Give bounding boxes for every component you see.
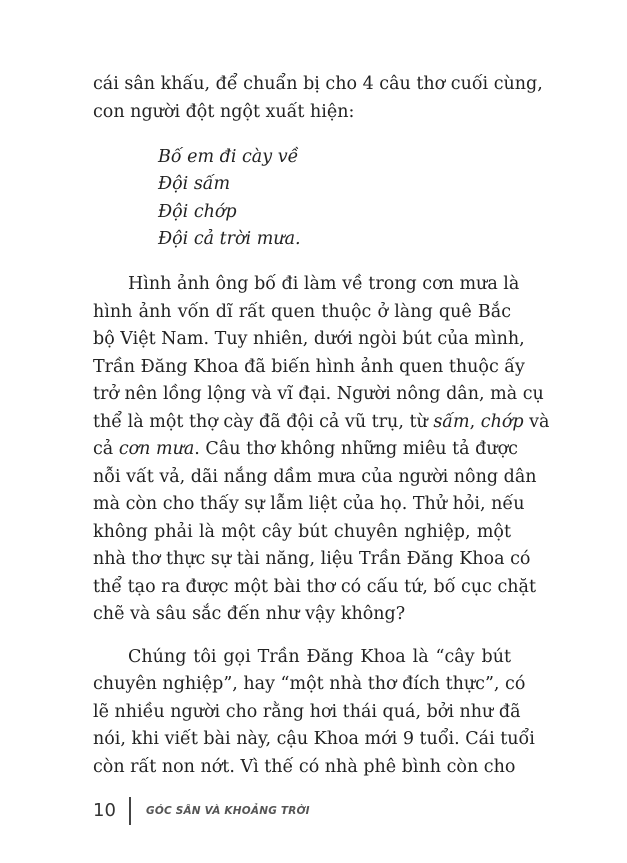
intro-line-1: cái sân khấu, để chuẩn bị cho 4 câu thơ cuối cùng, [93, 74, 543, 94]
poem-line-4: Đội cả trời mưa. [158, 229, 301, 249]
para2-line-7-a: cả [93, 439, 119, 459]
para2-line-6-e: và [523, 412, 550, 432]
para2-line-5: trở nên lồng lộng và vĩ đại. Người nông dân, mà cụ [93, 384, 544, 404]
para2-line-4: Trần Đăng Khoa đã biến hình ảnh quen thuộc ấy [93, 357, 525, 377]
para3-line-4: nói, khi viết bài này, cậu Khoa mới 9 tuổi. Cái tuổi [93, 729, 535, 749]
para2-line-2: hình ảnh vốn dĩ rất quen thuộc ở làng quê Bắc [93, 302, 511, 322]
page-number: 10 [93, 800, 116, 821]
para2-line-6-d: chớp [480, 412, 524, 432]
intro-line-2: con người đột ngột xuất hiện: [93, 102, 355, 122]
poem-line-2: Đội sấm [158, 174, 231, 194]
para2-line-6 [93, 411, 550, 433]
book-title: GÓC SÂN VÀ KHOẢNG TRỜI [146, 805, 310, 817]
footer-divider [129, 797, 131, 825]
para2-line-1: Hình ảnh ông bố đi làm về trong cơn mưa là [128, 274, 520, 294]
para3-line-1: Chúng tôi gọi Trần Đăng Khoa là “cây bút [128, 647, 511, 667]
para3-line-2: chuyên nghiệp”, hay “một nhà thơ đích thực”, có [93, 674, 526, 694]
para2-line-13: chẽ và sâu sắc đến như vậy không? [93, 604, 406, 624]
para2-line-6-a: thể là một thợ cày đã đội cả vũ trụ, từ [93, 412, 434, 432]
para2-line-12: thể tạo ra được một bài thơ có cấu tứ, bố cục chặt [93, 577, 536, 597]
para2-line-11: nhà thơ thực sự tài năng, liệu Trần Đăng Khoa có [93, 549, 531, 569]
para3-line-5: còn rất non nớt. Vì thế có nhà phê bình còn cho [93, 757, 516, 777]
para2-line-7-b: cơn mưa [118, 439, 195, 459]
para2-line-6-b: sấm [433, 412, 470, 432]
para2-line-9: mà còn cho thấy sự lẫm liệt của họ. Thử hỏi, nếu [93, 494, 525, 514]
para2-line-8: nỗi vất vả, dãi nắng dầm mưa của người nông dân [93, 467, 537, 487]
poem-line-3: Đội chớp [158, 202, 237, 222]
poem-line-1: Bố em đi cày về [158, 147, 299, 167]
para2-line-3: bộ Việt Nam. Tuy nhiên, dưới ngòi bút của mình, [93, 329, 525, 349]
para2-line-6-c: , [469, 412, 481, 432]
para2-line-7-c: . Câu thơ không những miêu tả được [194, 439, 518, 459]
para2-line-7 [93, 438, 518, 460]
para3-line-3: lẽ nhiều người cho rằng hơi thái quá, bởi như đã [93, 702, 521, 722]
para2-line-10: không phải là một cây bút chuyên nghiệp, một [93, 522, 511, 542]
